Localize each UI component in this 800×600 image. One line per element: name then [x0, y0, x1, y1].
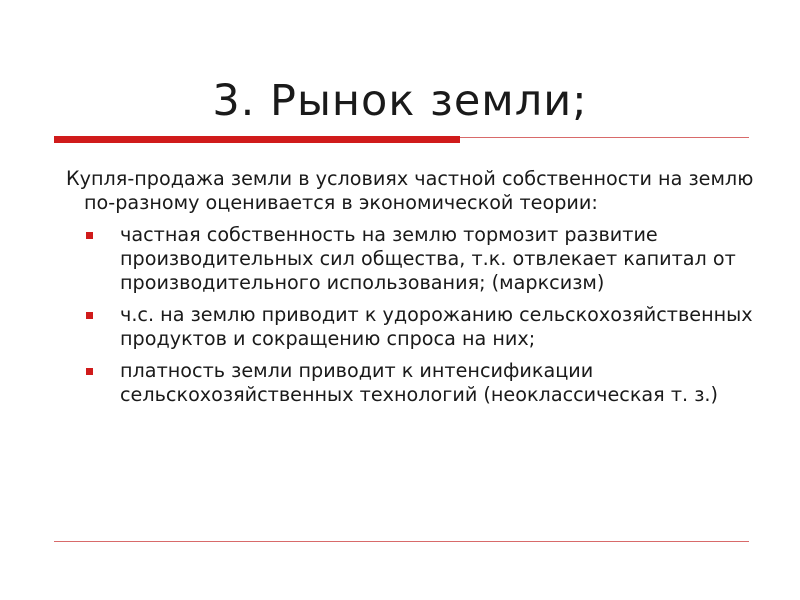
bullet-item — [66, 359, 756, 407]
bullet-text: ч.с. на землю приводит к удорожанию сельскохозяйственных продуктов и сокращению спроса на них; — [120, 303, 753, 350]
square-bullet-icon — [86, 312, 93, 319]
slide-body — [66, 167, 756, 415]
slide-title: 3. Рынок земли; — [212, 76, 588, 126]
bullet-item — [66, 303, 756, 351]
title-underline-thin — [460, 137, 749, 138]
intro-paragraph: Купля-продажа земли в условиях частной собственности на землю по-разному оценивается в экономической теории: — [66, 167, 754, 214]
bullet-item — [66, 223, 756, 295]
bullet-text: платность земли приводит к интенсификации сельскохозяйственных технологий (неоклассическая т. з.) — [120, 359, 718, 406]
square-bullet-icon — [86, 232, 93, 239]
square-bullet-icon — [86, 368, 93, 375]
footer-divider — [54, 541, 749, 542]
title-underline-thick — [54, 136, 460, 143]
bullet-list — [66, 223, 756, 407]
bullet-text: частная собственность на землю тормозит развитие производительных сил общества, т.к. отвлекает капитал от производительного использования; (марксизм) — [120, 223, 736, 294]
